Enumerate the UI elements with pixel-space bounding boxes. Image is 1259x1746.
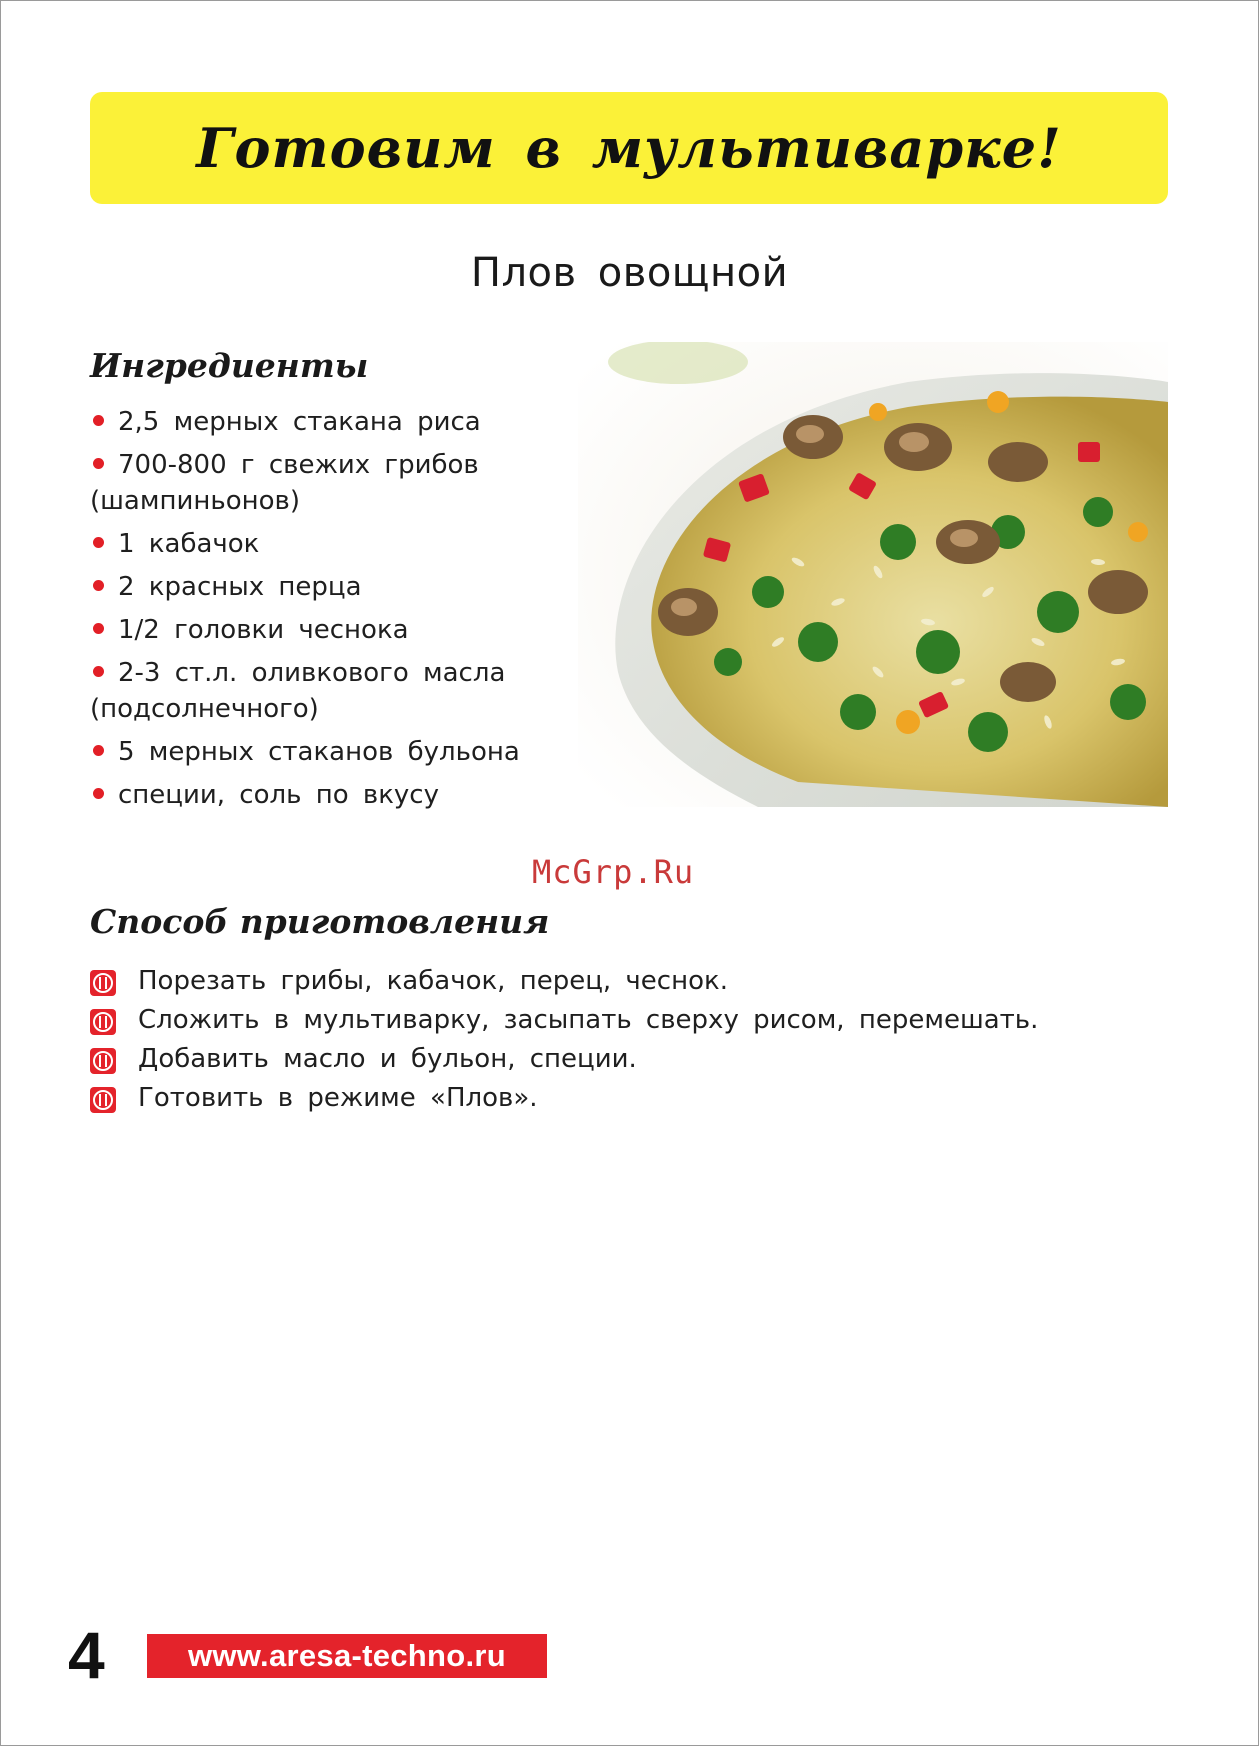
method-steps-list — [90, 962, 1038, 1118]
ingredient-item — [90, 526, 535, 562]
method-step-text: Готовить в режиме «Плов». — [138, 1083, 538, 1113]
bullet-dot-icon — [93, 458, 104, 469]
bullet-dot-icon — [93, 623, 104, 634]
watermark: McGrp.Ru — [532, 853, 695, 891]
ingredient-text: 5 мерных стаканов бульона — [118, 737, 520, 767]
method-step-text: Добавить масло и бульон, специи. — [138, 1044, 637, 1074]
ingredient-text: 1/2 головки чеснока — [118, 615, 409, 645]
method-heading: Способ приготовления — [90, 902, 550, 941]
fork-knife-icon — [90, 1008, 116, 1034]
ingredient-text: 700-800 г свежих грибов (шампиньонов) — [90, 450, 479, 516]
fork-knife-icon — [90, 969, 116, 995]
recipe-title: Плов овощной — [470, 250, 789, 296]
ingredients-list — [90, 404, 535, 820]
ingredient-item — [90, 734, 535, 770]
bullet-dot-icon — [93, 415, 104, 426]
ingredient-text: 1 кабачок — [118, 529, 260, 559]
ingredient-item — [90, 655, 535, 727]
ingredient-item — [90, 404, 535, 440]
ingredients-heading: Ингредиенты — [90, 346, 369, 385]
ingredient-item — [90, 777, 535, 813]
ingredient-text: 2,5 мерных стакана риса — [118, 407, 481, 437]
banner-title: Готовим в мультиварке! — [196, 116, 1062, 180]
method-step-text: Сложить в мультиварку, засыпать сверху рисом, перемешать. — [138, 1005, 1039, 1035]
method-step — [90, 962, 1038, 1001]
website-link[interactable]: www.aresa-techno.ru — [147, 1634, 547, 1678]
fork-knife-icon — [90, 1047, 116, 1073]
ingredient-text: 2-3 ст.л. оливкового масла (подсолнечного) — [90, 658, 506, 724]
ingredient-text: специи, соль по вкусу — [118, 780, 439, 810]
method-step — [90, 1079, 1038, 1118]
pilaf-dish-photo — [578, 342, 1168, 807]
method-step — [90, 1040, 1038, 1079]
ingredient-item — [90, 612, 535, 648]
bullet-dot-icon — [93, 537, 104, 548]
bullet-dot-icon — [93, 745, 104, 756]
ingredient-item — [90, 569, 535, 605]
method-step-text: Порезать грибы, кабачок, перец, чеснок. — [138, 966, 728, 996]
page-number: 4 — [68, 1618, 105, 1692]
method-step — [90, 1001, 1038, 1040]
bullet-dot-icon — [93, 666, 104, 677]
bullet-dot-icon — [93, 580, 104, 591]
ingredient-text: 2 красных перца — [118, 572, 362, 602]
header-banner — [90, 92, 1168, 204]
fork-knife-icon — [90, 1086, 116, 1112]
ingredient-item — [90, 447, 535, 519]
bullet-dot-icon — [93, 788, 104, 799]
